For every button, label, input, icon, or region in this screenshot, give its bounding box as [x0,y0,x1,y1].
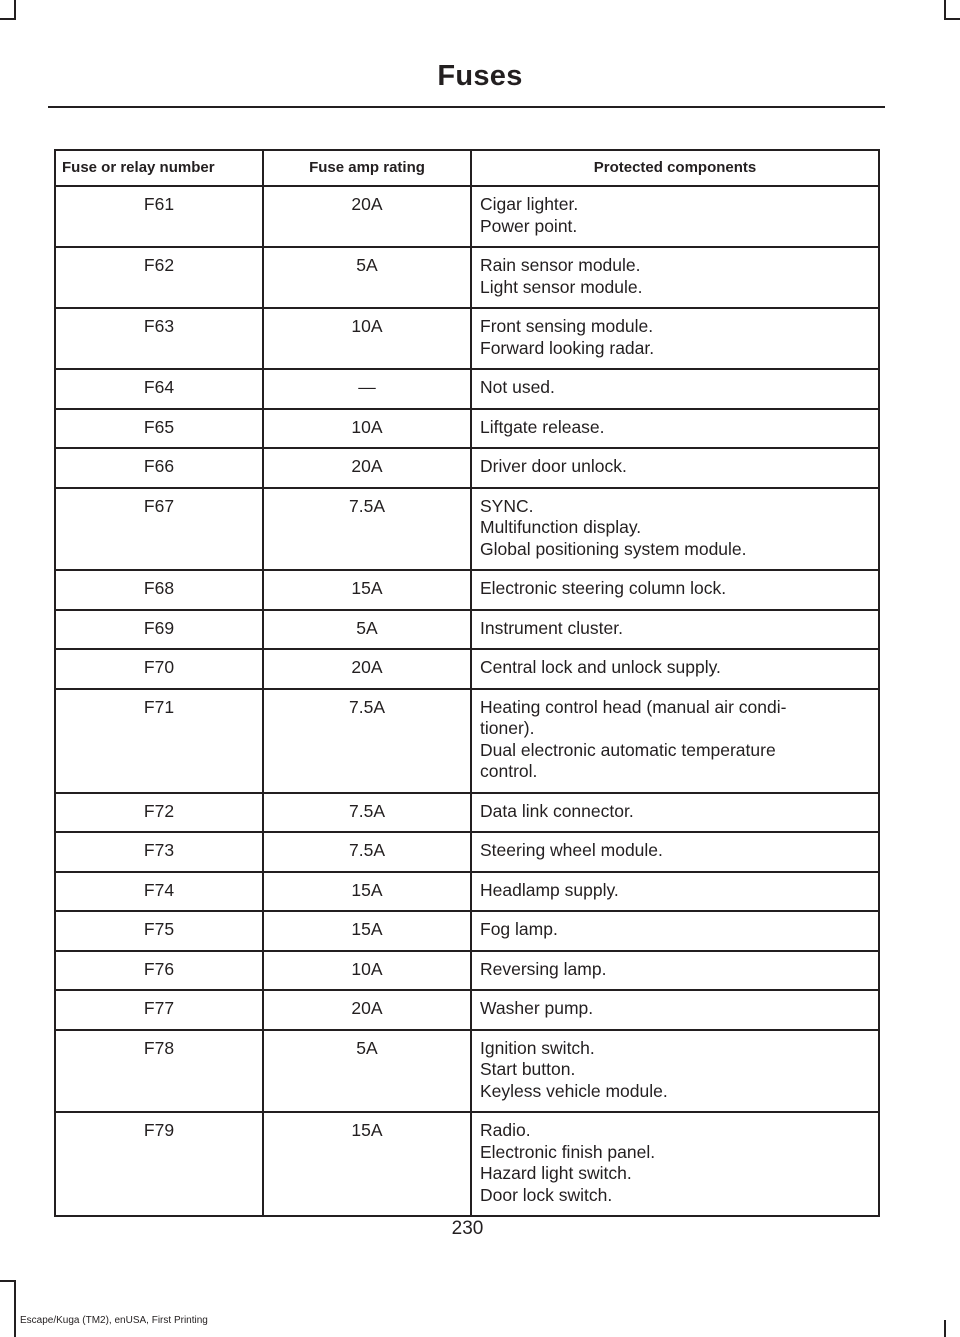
table-header-row [55,150,879,186]
amp-rating-cell: 7.5A [263,793,471,833]
component-line: Radio. [480,1120,531,1140]
fuse-number-cell: F77 [55,990,263,1030]
protected-components-cell [471,409,879,449]
table-row [55,448,879,488]
table-row [55,990,879,1030]
crop-mark-top-left-v [14,0,16,20]
fuse-number-cell: F61 [55,186,263,247]
fuse-number-cell: F71 [55,689,263,793]
protected-components-cell [471,308,879,369]
component-line: Forward looking radar. [480,337,655,358]
fuse-number-cell: F68 [55,570,263,610]
amp-rating-cell: 10A [263,308,471,369]
amp-rating-cell: 5A [263,610,471,650]
fuse-number-cell: F79 [55,1112,263,1216]
component-line: Reversing lamp. [480,958,607,979]
table-row [55,793,879,833]
crop-mark-top-right-h [944,18,960,20]
component-line: Electronic steering column lock. [480,578,727,598]
component-line: control. [480,761,538,781]
protected-components-cell [471,689,879,793]
fuse-number-cell: F62 [55,247,263,308]
header-protected-components: Protected components [471,150,879,186]
protected-components-cell [471,610,879,650]
component-line: Cigar lighter. [480,194,579,214]
amp-rating-cell: 15A [263,570,471,610]
fuse-number-cell: F67 [55,488,263,571]
component-line: Start button. [480,1059,576,1079]
table-row [55,570,879,610]
component-line: SYNC. [480,495,534,516]
fuse-number-cell: F65 [55,409,263,449]
crop-mark-bottom-right-v [944,1320,946,1337]
table-row [55,610,879,650]
fuse-table-body [55,186,879,1216]
protected-components-cell [471,570,879,610]
component-line: Front sensing module. [480,316,654,336]
page-title: Fuses [437,60,523,92]
component-line: Global positioning system module. [480,538,747,559]
component-line: Driver door unlock. [480,456,627,476]
fuse-number-cell: F75 [55,911,263,951]
page-number: 230 [451,1218,484,1239]
component-line: Hazard light switch. [480,1163,632,1183]
table-row [55,649,879,689]
amp-rating-cell: 5A [263,1030,471,1113]
table-row [55,951,879,991]
protected-components-cell [471,247,879,308]
component-line: Fog lamp. [480,919,558,939]
component-line: Liftgate release. [480,416,605,437]
protected-components-cell [471,448,879,488]
amp-rating-cell: 10A [263,409,471,449]
protected-components-cell [471,649,879,689]
amp-rating-cell: 20A [263,649,471,689]
fuse-number-cell: F64 [55,369,263,409]
footer-text: Escape/Kuga (TM2), enUSA, First Printing [20,1315,208,1326]
fuse-number-cell: F76 [55,951,263,991]
fuse-number-cell: F70 [55,649,263,689]
table-row [55,308,879,369]
amp-rating-cell: 5A [263,247,471,308]
fuse-number-cell: F69 [55,610,263,650]
fuse-table [54,149,880,1217]
header-amp-rating: Fuse amp rating [263,150,471,186]
protected-components-cell [471,990,879,1030]
component-line: Door lock switch. [480,1184,613,1205]
table-row [55,911,879,951]
component-line: Multifunction display. [480,517,642,537]
component-line: Light sensor module. [480,276,643,297]
component-line: tioner). [480,718,535,738]
component-line: Central lock and unlock supply. [480,657,721,677]
fuse-number-cell: F63 [55,308,263,369]
fuse-number-cell: F66 [55,448,263,488]
table-row [55,1030,879,1113]
crop-mark-top-right-v [944,0,946,20]
crop-mark-bottom-left-h [0,1280,16,1282]
table-row [55,1112,879,1216]
amp-rating-cell: — [263,369,471,409]
component-line: Instrument cluster. [480,617,623,638]
amp-rating-cell: 15A [263,1112,471,1216]
crop-mark-bottom-left-v [14,1280,16,1337]
protected-components-cell [471,872,879,912]
amp-rating-cell: 15A [263,872,471,912]
table-row [55,488,879,571]
protected-components-cell [471,369,879,409]
component-line: Keyless vehicle module. [480,1080,668,1101]
table-row [55,409,879,449]
protected-components-cell [471,911,879,951]
title-rule [48,106,885,108]
fuse-number-cell: F73 [55,832,263,872]
component-line: Not used. [480,377,555,397]
table-row [55,369,879,409]
header-fuse-number: Fuse or relay number [55,150,263,186]
amp-rating-cell: 20A [263,990,471,1030]
component-line: Power point. [480,215,578,236]
protected-components-cell [471,1030,879,1113]
amp-rating-cell: 10A [263,951,471,991]
amp-rating-cell: 20A [263,448,471,488]
table-row [55,689,879,793]
table-row [55,186,879,247]
table-row [55,872,879,912]
protected-components-cell [471,793,879,833]
fuse-number-cell: F72 [55,793,263,833]
protected-components-cell [471,186,879,247]
component-line: Ignition switch. [480,1037,595,1058]
protected-components-cell [471,832,879,872]
amp-rating-cell: 20A [263,186,471,247]
component-line: Headlamp supply. [480,879,619,900]
amp-rating-cell: 7.5A [263,488,471,571]
component-line: Heating control head (manual air condi- [480,696,787,717]
amp-rating-cell: 7.5A [263,689,471,793]
table-row [55,247,879,308]
protected-components-cell [471,1112,879,1216]
component-line: Electronic finish panel. [480,1141,656,1162]
protected-components-cell [471,951,879,991]
amp-rating-cell: 15A [263,911,471,951]
protected-components-cell [471,488,879,571]
component-line: Dual electronic automatic temperature [480,739,776,760]
crop-mark-top-left-h [0,18,16,20]
amp-rating-cell: 7.5A [263,832,471,872]
component-line: Steering wheel module. [480,840,663,860]
component-line: Washer pump. [480,998,594,1018]
component-line: Data link connector. [480,800,634,821]
fuse-number-cell: F74 [55,872,263,912]
fuse-number-cell: F78 [55,1030,263,1113]
table-row [55,832,879,872]
component-line: Rain sensor module. [480,255,641,275]
